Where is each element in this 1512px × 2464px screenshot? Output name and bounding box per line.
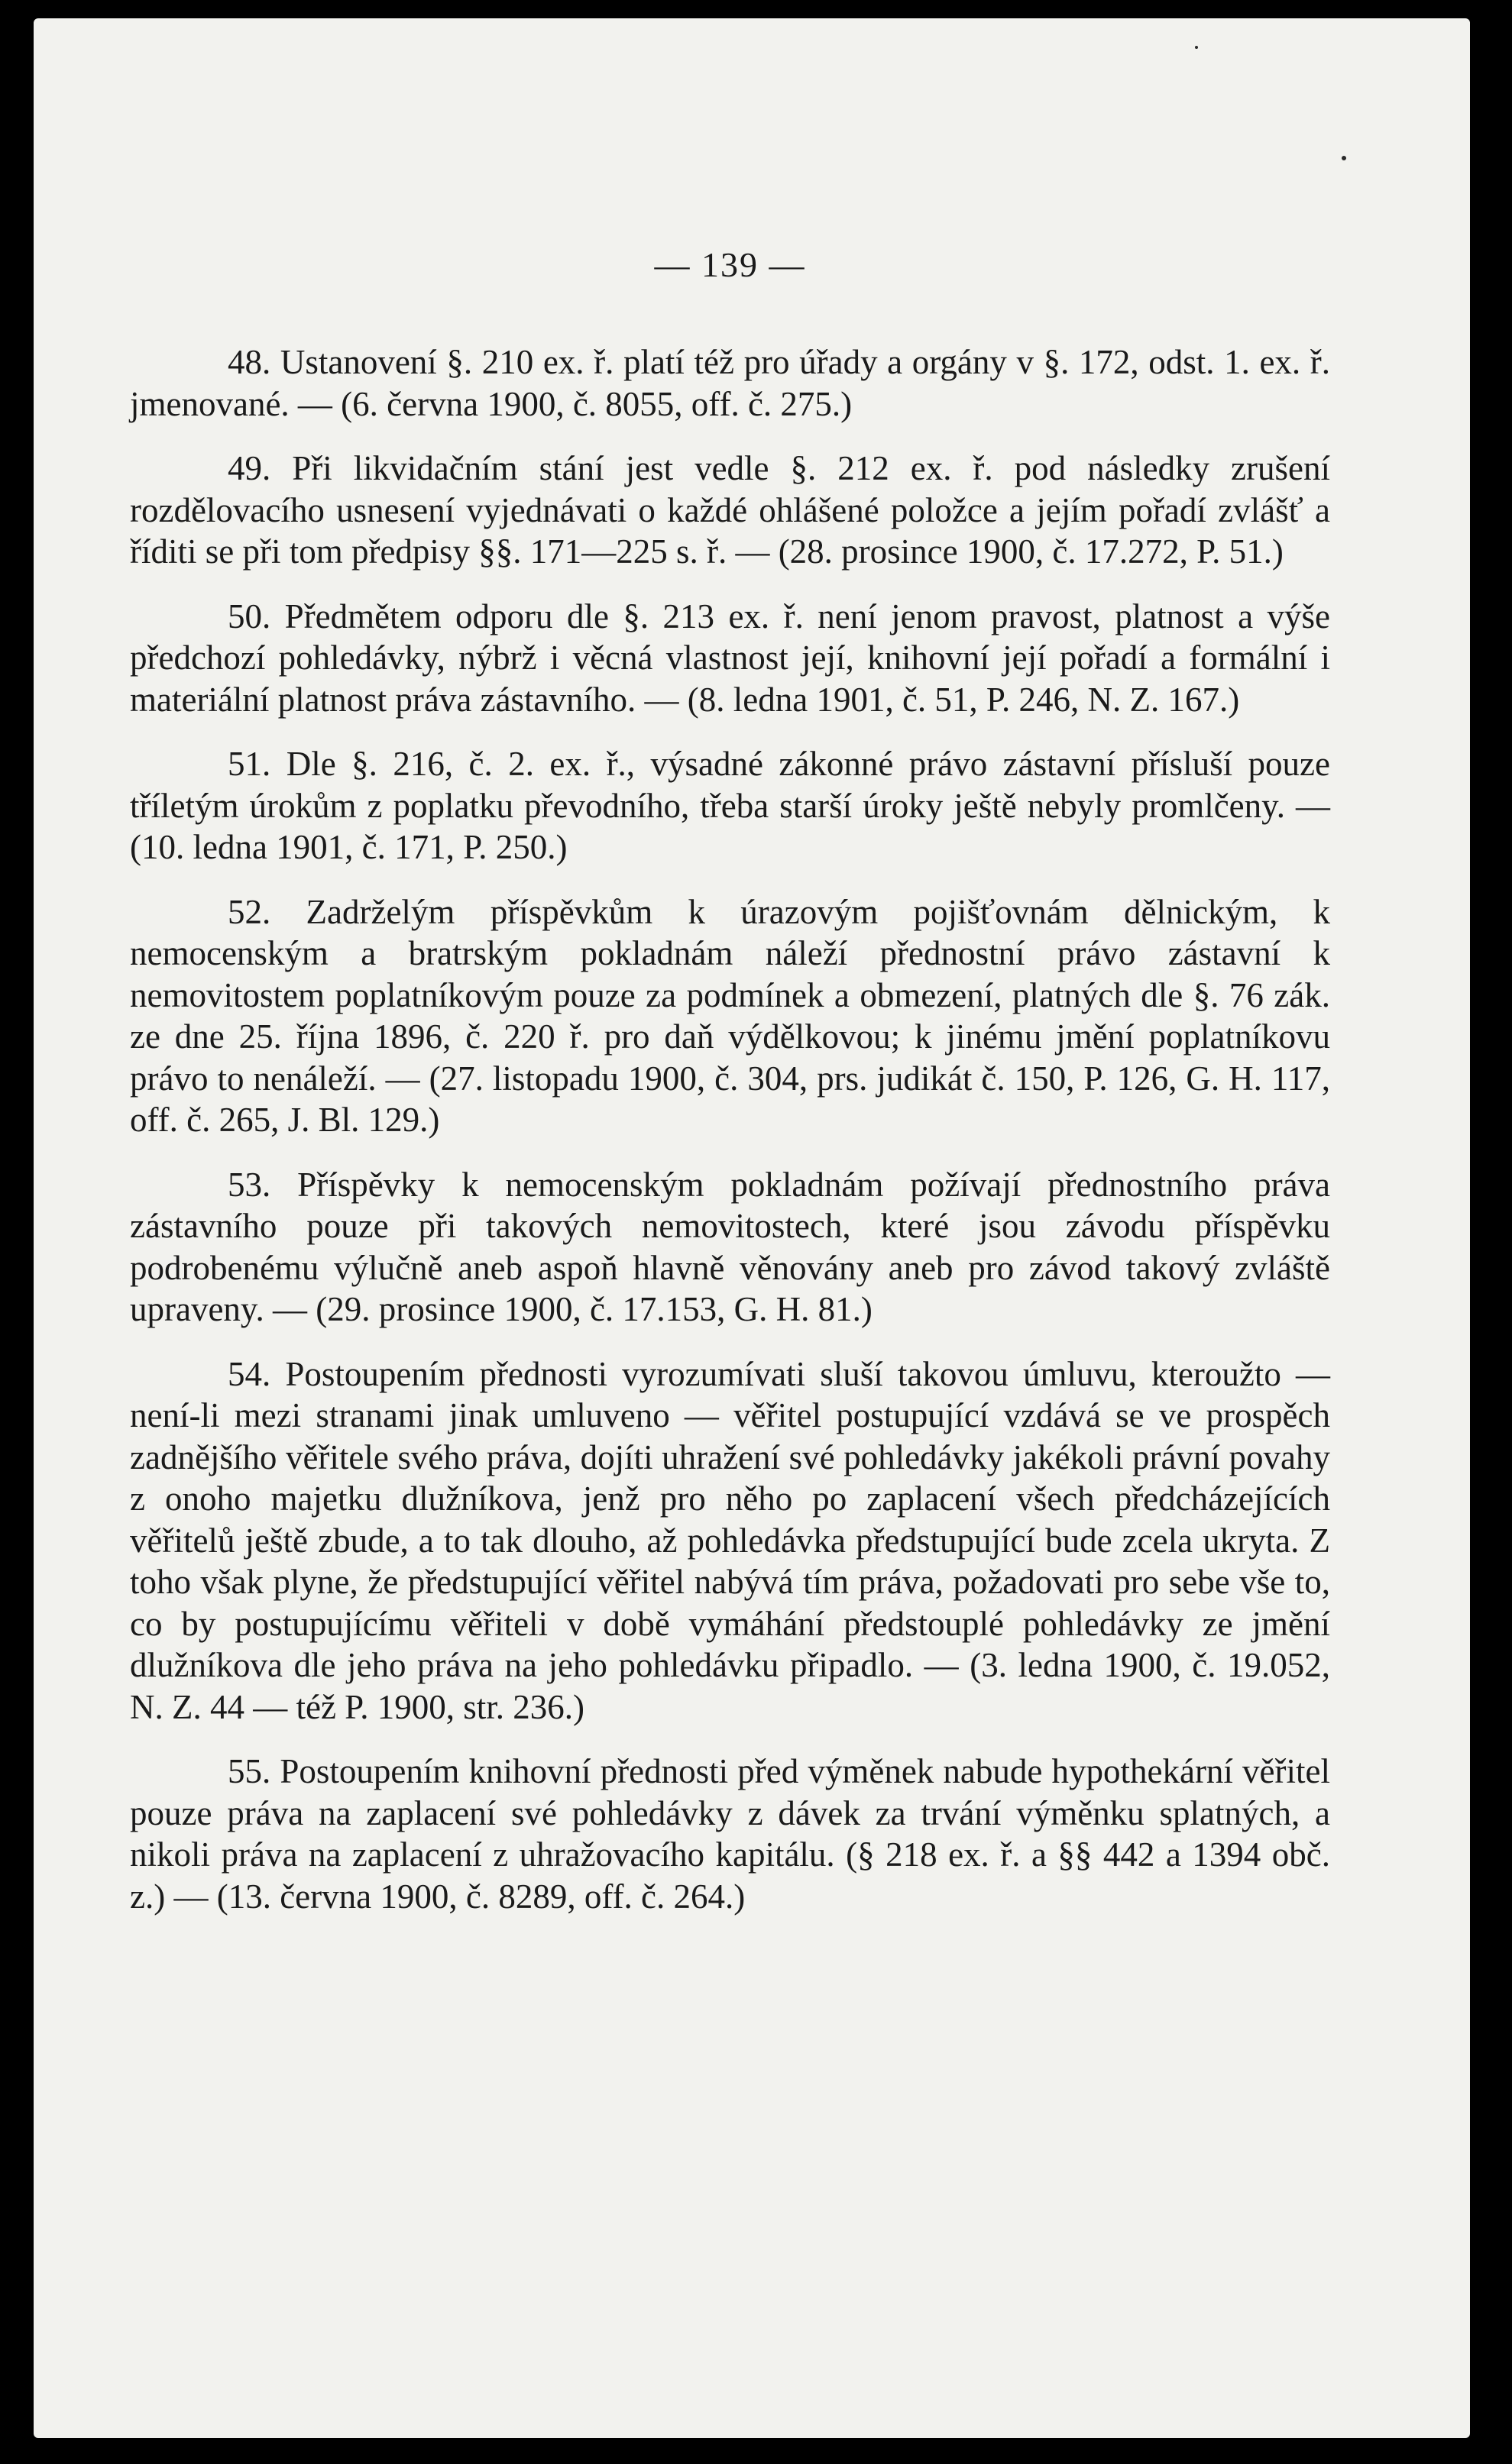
paragraph-53: 53. Příspěvky k nemocenským pokladnám požívají přednostního práva zástavního pouze při takových nemovitostech, které jsou závodu příspěvku podrobenému výlučně aneb aspoň hlavně věnovány aneb pro závod takový zvláště upraveny. — (29. prosince 1900, č. 17.153, G. H. 81.) [130,1165,1330,1328]
paragraph-51: 51. Dle §. 216, č. 2. ex. ř., výsadné zákonné právo zástavní přísluší pouze tříletým úrokům z poplatku převodního, třeba starší úroky ještě nebyly promlčeny. — (10. ledna 1901, č. 171, P. 250.) [130,745,1330,866]
scanned-page [34,18,1470,2438]
paragraph-54: 54. Postoupením přednosti vyrozumívati sluší takovou úmluvu, kteroužto — není-li mezi stranami jinak umluveno — věřitel postupující vzdává se ve prospěch zadnějšího věřitele svého práva, dojíti uhražení své pohledávky jakékoli právní povahy z onoho majetku dlužníkova, jenž pro něho po zaplacení všech předcházejících věřitelů ještě zbude, a to tak dlouho, až pohledávka předstupující bude zcela ukryta. Z toho však plyne, že předstupující věřitel nabývá tím práva, požadovati pro sebe vše to, co by postupujícímu věřiteli v době vymáhání předstouplé pohledávky ze jmění dlužníkova dle jeho práva na jeho pohledávku připadlo. — (3. ledna 1900, č. 19.052, N. Z. 44 — též P. 1900, str. 236.) [130,1354,1330,1726]
page-number: — 139 — [654,245,806,284]
paragraph-49: 49. Při likvidačním stání jest vedle §. 212 ex. ř. pod následky zrušení rozdělovacího usnesení vyjednávati o každé ohlášené položce a jejím pořadí zvlášť a říditi se při tom předpisy §§. 171—225 s. ř. — (28. prosince 1900, č. 17.272, P. 51.) [130,449,1330,571]
paragraph-48: 48. Ustanovení §. 210 ex. ř. platí též pro úřady a orgány v §. 172, odst. 1. ex. ř. jmenované. — (6. června 1900, č. 8055, off. č. 275.) [130,343,1330,423]
text-block [130,244,1330,1940]
paragraph-50: 50. Předmětem odporu dle §. 213 ex. ř. není jenom pravost, platnost a výše předchozí pohledávky, nýbrž i věcná vlastnost její, knihovní její pořadí a formální i materiální platnost práva zástavního. — (8. ledna 1901, č. 51, P. 246, N. Z. 167.) [130,597,1330,719]
paragraph-55: 55. Postoupením knihovní přednosti před výměnek nabude hypothekární věřitel pouze práva na zaplacení své pohledávky z dávek za trvání výměnku splatných, a nikoli práva na zaplacení z uhražovacího kapitálu. (§ 218 ex. ř. a §§ 442 a 1394 obč. z.) — (13. června 1900, č. 8289, off. č. 264.) [130,1752,1330,1916]
scan-speck [1342,156,1346,160]
paragraph-52: 52. Zadrželým příspěvkům k úrazovým pojišťovnám dělnickým, k nemocenským a bratrským pokladnám náleží přednostní právo zástavní k nemovitostem poplatníkovým pouze za podmínek a obmezení, platných dle §. 76 zák. ze dne 25. října 1896, č. 220 ř. pro daň výdělkovou; k jinému jmění poplatníkovu právo to nenáleží. — (27. listopadu 1900, č. 304, prs. judikát č. 150, P. 126, G. H. 117, off. č. 265, J. Bl. 129.) [130,892,1330,1139]
scan-speck [1195,46,1198,49]
